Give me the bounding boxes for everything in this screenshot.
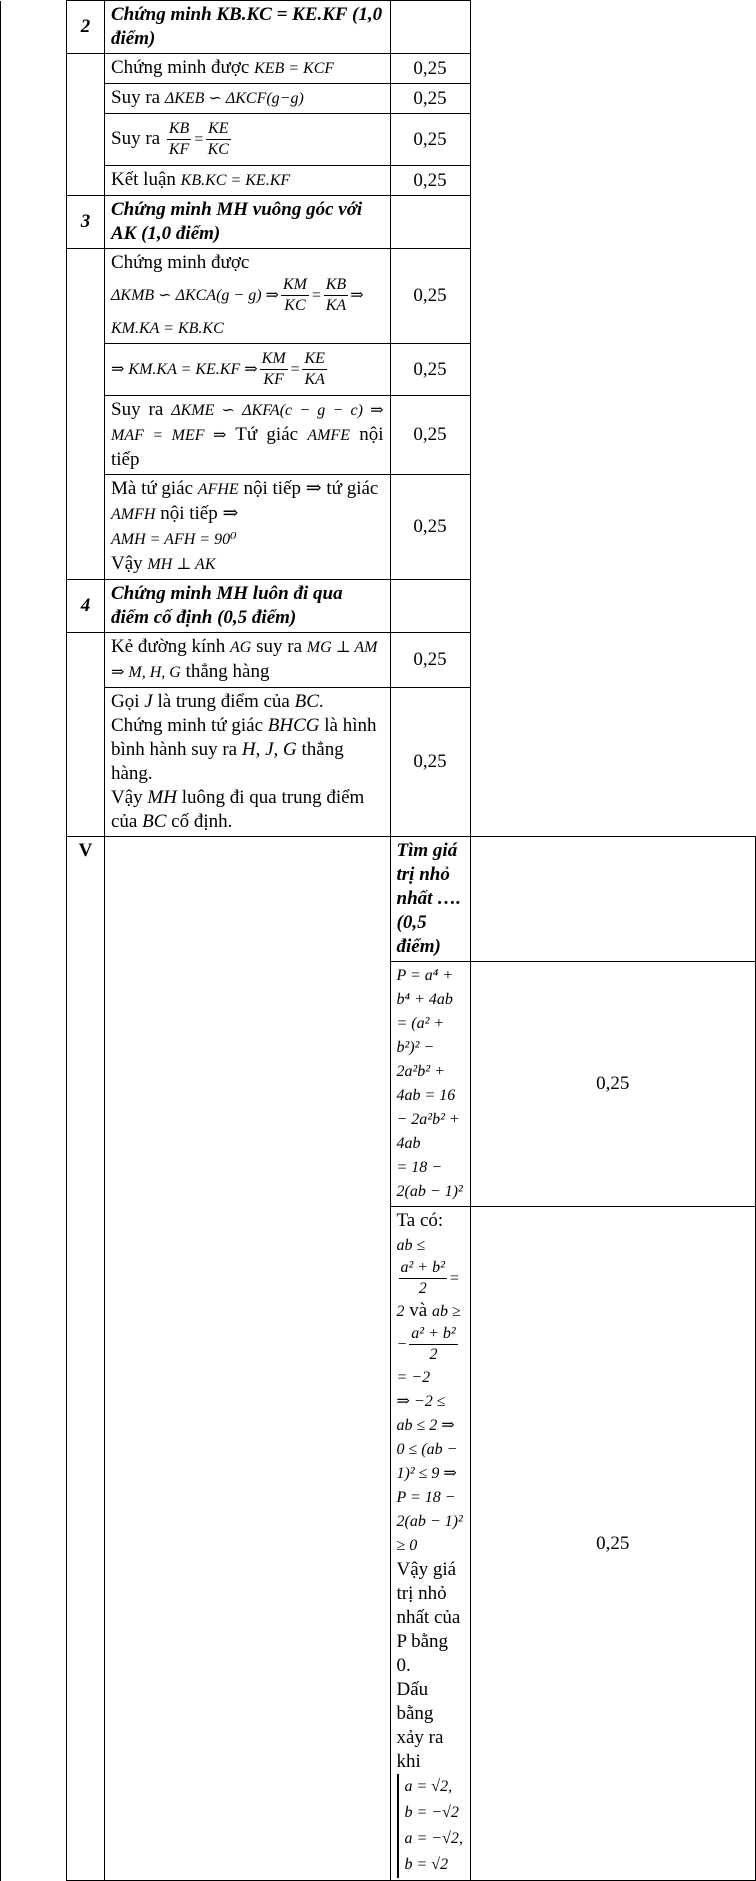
score: 0,25 <box>470 962 756 1207</box>
part-number: 4 <box>67 580 105 633</box>
part-number: 2 <box>67 1 105 54</box>
part-number: 3 <box>67 196 105 249</box>
answer-step: Ta có: ab ≤ $\frac{\text{a² + b²}}{2}$ = 2 và ab ≥ − $\frac{\text{a² + b²}}{2}$ = −2 ⇒ −2 ≤ ab ≤ 2 ⇒ 0 ≤ (ab − 1)² ≤ 9 ⇒ P = 18 − 2(ab − 1)² ≥ 0 Vậy giá trị nhỏ nhất của P bằng 0. Dấu bằng xảy ra khi a = √2, b = −√2 a = −√2, b = √2 <box>390 1207 470 1881</box>
score: 0,25 <box>390 84 470 114</box>
score: 0,25 <box>390 166 470 196</box>
answer-step: Chứng minh được KEB = KCF <box>105 54 391 84</box>
answer-step: Kết luận KB.KC = KE.KF <box>105 166 391 196</box>
part-title: Chứng minh MH vuông góc với AK (1,0 điểm) <box>105 196 391 249</box>
answer-step: Kẻ đường kính AG suy ra MG ⊥ AM ⇒ M, H, G thẳng hàng <box>105 633 391 688</box>
answer-step: Suy ra ΔKME ∽ ΔKFA(c − g − c) ⇒ MAF = MEF ⇒ Tứ giác AMFE nội tiếp <box>105 396 391 475</box>
answer-step: Suy ra $\frac{KB}{KF}$ = $\frac{KE}{KC}$ <box>105 114 391 166</box>
answer-step: ⇒ KM.KA = KE.KF ⇒ $\frac{KM}{KF}$ = $\frac{KE}{KA}$ <box>105 344 391 396</box>
score: 0,25 <box>390 54 470 84</box>
score: 0,25 <box>470 1207 756 1881</box>
part-title: Chứng minh KB.KC = KE.KF (1,0 điểm) <box>105 1 391 54</box>
score: 0,25 <box>390 396 470 475</box>
section-cell <box>1 1 67 1881</box>
part-title: Chứng minh MH luôn đi qua điểm cố định (0,5 điểm) <box>105 580 391 633</box>
answer-step: P = a⁴ + b⁴ + 4ab = (a² + b²)² − 2a²b² + 4ab = 16 − 2a²b² + 4ab = 18 − 2(ab − 1)² <box>390 962 470 1207</box>
answer-step: Gọi J là trung điểm của BC. Chứng minh tứ giác BHCG là hình bình hành suy ra H, J, G thẳng hàng. Vậy MH luông đi qua trung điểm của BC cố định. <box>105 688 391 837</box>
part-title: Tìm giá trị nhỏ nhất …. (0,5 điểm) <box>390 837 470 962</box>
case-system: a = √2, b = −√2 a = −√2, b = √2 <box>397 1774 464 1878</box>
answer-step: Suy ra ΔKEB ∽ ΔKCF(g−g) <box>105 84 391 114</box>
score: 0,25 <box>390 475 470 580</box>
answer-step: Mà tứ giác AFHE nội tiếp ⇒ tứ giác AMFH nội tiếp ⇒ AMH = AFH = 90⁰ Vậy MH ⊥ AK <box>105 475 391 580</box>
score: 0,25 <box>390 633 470 688</box>
score: 0,25 <box>390 688 470 837</box>
section-label: V <box>67 837 105 1881</box>
answer-step: Chứng minh được ΔKMB ∽ ΔKCA(g − g) ⇒ $\frac{KM}{KC}$ = $\frac{KB}{KA}$ ⇒ KM.KA = KB.KC <box>105 249 391 344</box>
score: 0,25 <box>390 344 470 396</box>
score: 0,25 <box>390 114 470 166</box>
score: 0,25 <box>390 249 470 344</box>
